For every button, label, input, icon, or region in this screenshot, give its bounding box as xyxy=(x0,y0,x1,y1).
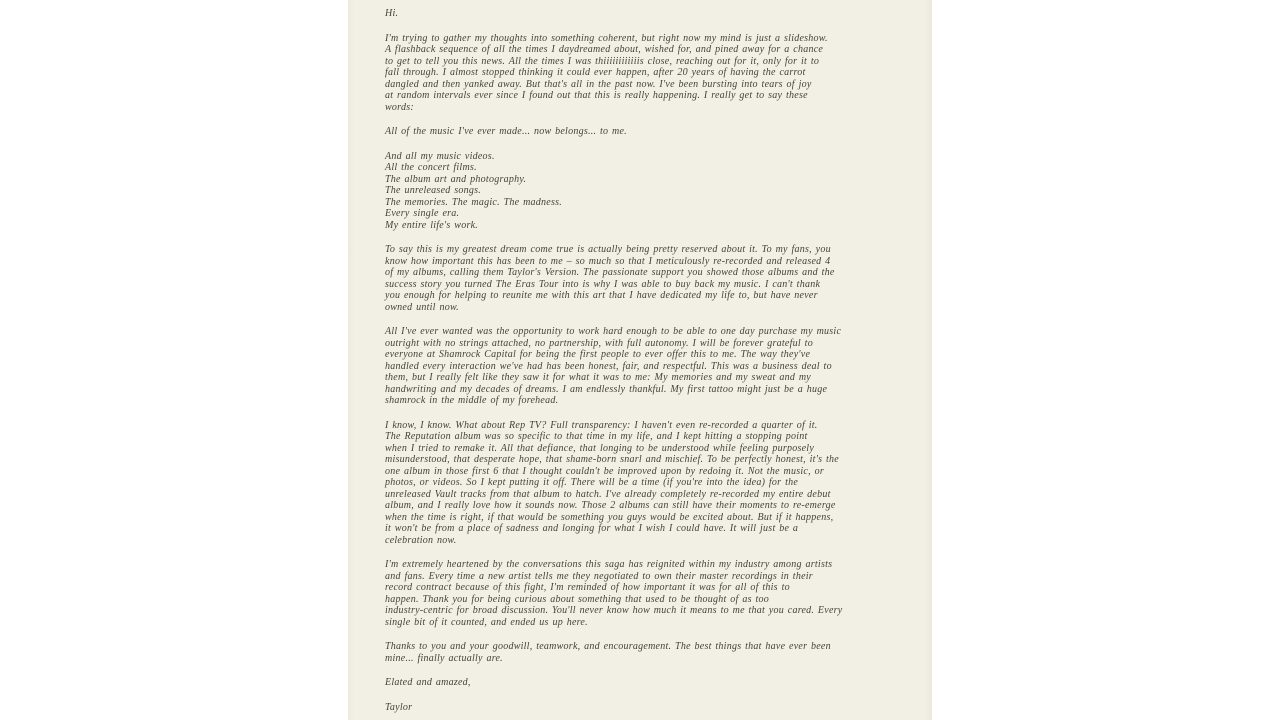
letter-line: All the concert films. xyxy=(385,162,477,173)
letter-line: shamrock in the middle of my forehead. xyxy=(385,395,559,406)
letter-paragraph-thanks xyxy=(385,641,904,664)
greeting-text: Hi. xyxy=(385,8,399,19)
letter-line: My entire life's work. xyxy=(385,219,479,231)
letter-line: Thanks to you and your goodwill, teamwork, and encouragement. The best things that have ever been xyxy=(385,641,831,652)
signature-text: Taylor xyxy=(385,701,413,713)
letter-ownership-list xyxy=(385,151,904,232)
letter-line: fall through. I almost stopped thinking it could ever happen, after 20 years of having the carrot xyxy=(385,67,806,78)
letter-paragraph-reptv xyxy=(385,420,904,547)
letter-paragraph-intro xyxy=(385,33,904,114)
letter-line: handwriting and my decades of dreams. I am endlessly thankful. My first tattoo might just be a huge xyxy=(385,383,828,395)
letter-line: The album art and photography. xyxy=(385,173,527,185)
letter-line: And all my music videos. xyxy=(385,150,495,162)
letter-announcement xyxy=(385,126,904,138)
letter-line: know how important this has been to me – so much so that I meticulously re-recorded and released 4 xyxy=(385,255,831,267)
letter-line: The memories. The magic. The madness. xyxy=(385,196,563,208)
letter-line: you enough for helping to reunite me with this art that I have dedicated my life to, but have never xyxy=(385,290,818,301)
letter-line: unreleased Vault tracks from that album to hatch. I've already completely re-recorded my entire debut xyxy=(385,488,831,500)
letter-signature xyxy=(385,702,904,714)
letter-line: words: xyxy=(385,101,414,113)
closing-text: Elated and amazed, xyxy=(385,677,471,688)
letter-line: success story you turned The Eras Tour into is why I was able to buy back my music. I can't thank xyxy=(385,278,821,290)
letter-closing xyxy=(385,677,904,689)
letter-line: album, and I really love how it sounds now. Those 2 albums can still have their moments to re-emerge xyxy=(385,500,836,511)
letter-line: To say this is my greatest dream come true is actually being pretty reserved about it. To my fans, you xyxy=(385,244,831,255)
letter-line: them, but I really felt like they saw it for what it was to me: My memories and my sweat and my xyxy=(385,372,811,383)
handwritten-letter xyxy=(348,0,932,713)
letter-line: I'm extremely heartened by the conversations this saga has reignited within my industry among artists xyxy=(385,559,833,570)
letter-paper xyxy=(348,0,932,720)
letter-line: it won't be from a place of sadness and longing for what I wish I could have. It will just be a xyxy=(385,523,799,534)
letter-line: misunderstood, that desperate hope, that shame-born snarl and mischief. To be perfectly honest, it's the xyxy=(385,454,839,465)
letter-line: outright with no strings attached, no partnership, with full autonomy. I will be forever grateful to xyxy=(385,337,813,349)
letter-line: Every single era. xyxy=(385,208,460,219)
letter-line: handled every interaction we've had has been honest, fair, and respectful. This was a business deal to xyxy=(385,360,832,372)
letter-line: I'm trying to gather my thoughts into something coherent, but right now my mind is just a slideshow. xyxy=(385,32,828,44)
letter-line: photos, or videos. So I kept putting it off. There will be a time (if you're into the idea) for the xyxy=(385,477,799,488)
announcement-text: All of the music I've ever made... now belongs... to me. xyxy=(385,126,627,137)
letter-line: All I've ever wanted was the opportunity to work hard enough to be able to one day purchase my music xyxy=(385,326,842,337)
letter-line: of my albums, calling them Taylor's Version. The passionate support you showed those albums and the xyxy=(385,267,835,278)
letter-line: and fans. Every time a new artist tells me they negotiated to own their master recordings in their xyxy=(385,570,813,582)
letter-paragraph-fans xyxy=(385,244,904,313)
letter-line: A flashback sequence of all the times I daydreamed about, wished for, and pined away for a chance xyxy=(385,44,824,55)
letter-line: everyone at Shamrock Capital for being the first people to ever offer this to me. The way they've xyxy=(385,349,811,360)
letter-paragraph-shamrock xyxy=(385,326,904,407)
letter-line: mine... finally actually are. xyxy=(385,652,503,664)
letter-line: record contract because of this fight, I'm reminded of how important it was for all of this to xyxy=(385,582,790,593)
letter-paragraph-industry xyxy=(385,559,904,628)
letter-line: when I tried to remake it. All that defiance, that longing to be understood while feeling purposely xyxy=(385,442,815,454)
letter-line: when the time is right, if that would be something you guys would be excited about. But if it happens, xyxy=(385,511,834,523)
letter-line: industry-centric for broad discussion. You'll never know how much it means to me that you cared. Every xyxy=(385,605,843,616)
letter-line: single bit of it counted, and ended us up here. xyxy=(385,616,588,628)
letter-greeting xyxy=(385,8,904,20)
letter-line: owned until now. xyxy=(385,301,459,313)
letter-line: dangled and then yanked away. But that's all in the past now. I've been bursting into tears of joy xyxy=(385,78,812,90)
letter-line: at random intervals ever since I found out that this is really happening. I really get to say these xyxy=(385,90,808,101)
letter-line: The unreleased songs. xyxy=(385,185,482,196)
letter-line: The Reputation album was so specific to that time in my life, and I kept hitting a stopping point xyxy=(385,431,808,442)
letter-line: I know, I know. What about Rep TV? Full transparency: I haven't even re-recorded a quarter of it. xyxy=(385,419,818,431)
letter-line: to get to tell you this news. All the times I was thiiiiiiiiiiiis close, reaching out for it, only for it to xyxy=(385,55,820,67)
letter-line: happen. Thank you for being curious about something that used to be thought of as too xyxy=(385,593,770,605)
letter-line: celebration now. xyxy=(385,534,457,546)
letter-line: one album in those first 6 that I thought couldn't be improved upon by redoing it. Not the music, or xyxy=(385,465,824,477)
